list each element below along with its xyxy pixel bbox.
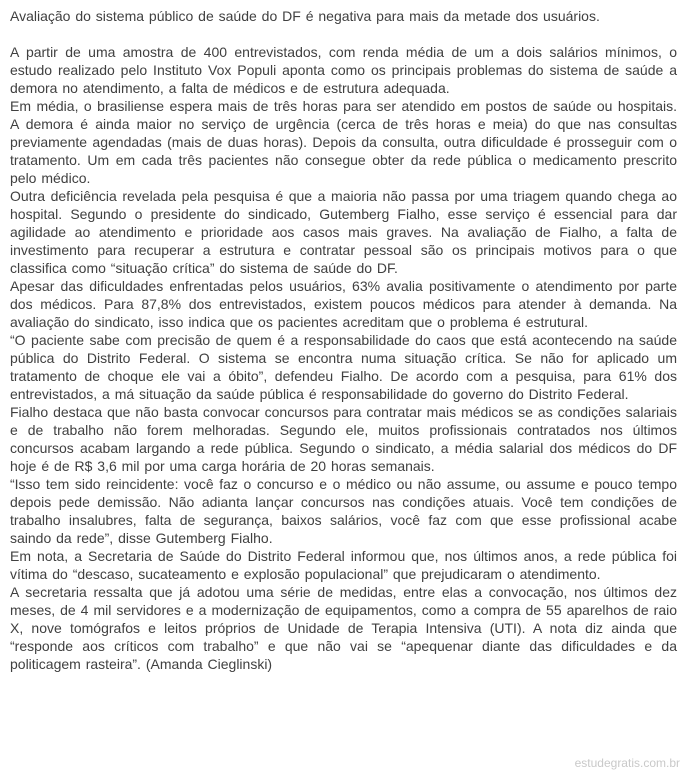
article-paragraph: A secretaria ressalta que já adotou uma série de medidas, entre elas a convocação, nos últimos dez meses, de 4 mil servidores e a modernização de equipamentos, como a compra de 55 aparelhos de raio X, nove tomógrafos e leitos próprios de Unidade de Terapia Intensiva (UTI). A nota diz ainda que “responde aos críticos com trabalho” e que não vai se “apequenar diante das dificuldades e da politicagem rasteira”. (Amanda Cieglinski) — [10, 584, 677, 672]
article-paragraph: Outra deficiência revelada pela pesquisa é que a maioria não passa por uma triagem quando chega ao hospital. Segundo o presidente do sindicado, Gutemberg Fialho, esse serviço é essencial para dar agilidade ao atendimento e prioridade aos casos mais graves. Na avaliação de Fialho, a falta de investimento para recuperar a estrutura e contratar pessoal são os principais motivos para o que classifica como “situação crítica” do sistema de saúde do DF. — [10, 188, 677, 276]
article-paragraph: Fialho destaca que não basta convocar concursos para contratar mais médicos se as condições salariais e de trabalho não forem melhoradas. Segundo ele, muitos profissionais contratados nos últimos concursos acabam largando a rede pública. Segundo o sindicato, a média salarial dos médicos do DF hoje é de R$ 3,6 mil por uma carga horária de 20 horas semanais. — [10, 404, 677, 474]
article-paragraph: “Isso tem sido reincidente: você faz o concurso e o médico ou não assume, ou assume e pouco tempo depois pede demissão. Não adianta lançar concursos nas condições atuais. Você tem condições de trabalho insalubres, falta de segurança, baixos salários, você faz com que esse profissional acabe saindo da rede”, disse Gutemberg Fialho. — [10, 476, 677, 546]
article-paragraph: Em nota, a Secretaria de Saúde do Distrito Federal informou que, nos últimos anos, a rede pública foi vítima do “descaso, sucateamento e explosão populacional” que prejudicaram o atendimento. — [10, 548, 677, 582]
article-paragraph: “O paciente sabe com precisão de quem é a responsabilidade do caos que está acontecendo na saúde pública do Distrito Federal. O sistema se encontra numa situação crítica. Se não for aplicado um tratamento de choque ele vai a óbito”, defendeu Fialho. De acordo com a pesquisa, para 61% dos entrevistados, a má situação da saúde pública é responsabilidade do governo do Distrito Federal. — [10, 332, 677, 402]
article-paragraph: Apesar das dificuldades enfrentadas pelos usuários, 63% avalia positivamente o atendimento por parte dos médicos. Para 87,8% dos entrevistados, existem poucos médicos para atender à demanda. Na avaliação do sindicato, isso indica que os pacientes acreditam que o problema é estrutural. — [10, 278, 677, 330]
article-paragraph: A partir de uma amostra de 400 entrevistados, com renda média de um a dois salários mínimos, o estudo realizado pelo Instituto Vox Populi aponta como os principais problemas do sistema de saúde a demora no atendimento, a falta de médicos e de estrutura adequada. — [10, 44, 677, 96]
article-page — [10, 7, 677, 673]
watermark-site-label: estudegratis.com.br — [574, 756, 680, 770]
article-paragraph: Em média, o brasiliense espera mais de três horas para ser atendido em postos de saúde ou hospitais. A demora é ainda maior no serviço de urgência (cerca de três horas e meia) do que nas consultas previamente agendadas (mais de duas horas). Depois da consulta, outra dificuldade é prosseguir com o tratamento. Um em cada três pacientes não consegue obter da rede pública o medicamento prescrito pelo médico. — [10, 98, 677, 186]
article-title: Avaliação do sistema público de saúde do DF é negativa para mais da metade dos usuários. — [10, 8, 600, 24]
